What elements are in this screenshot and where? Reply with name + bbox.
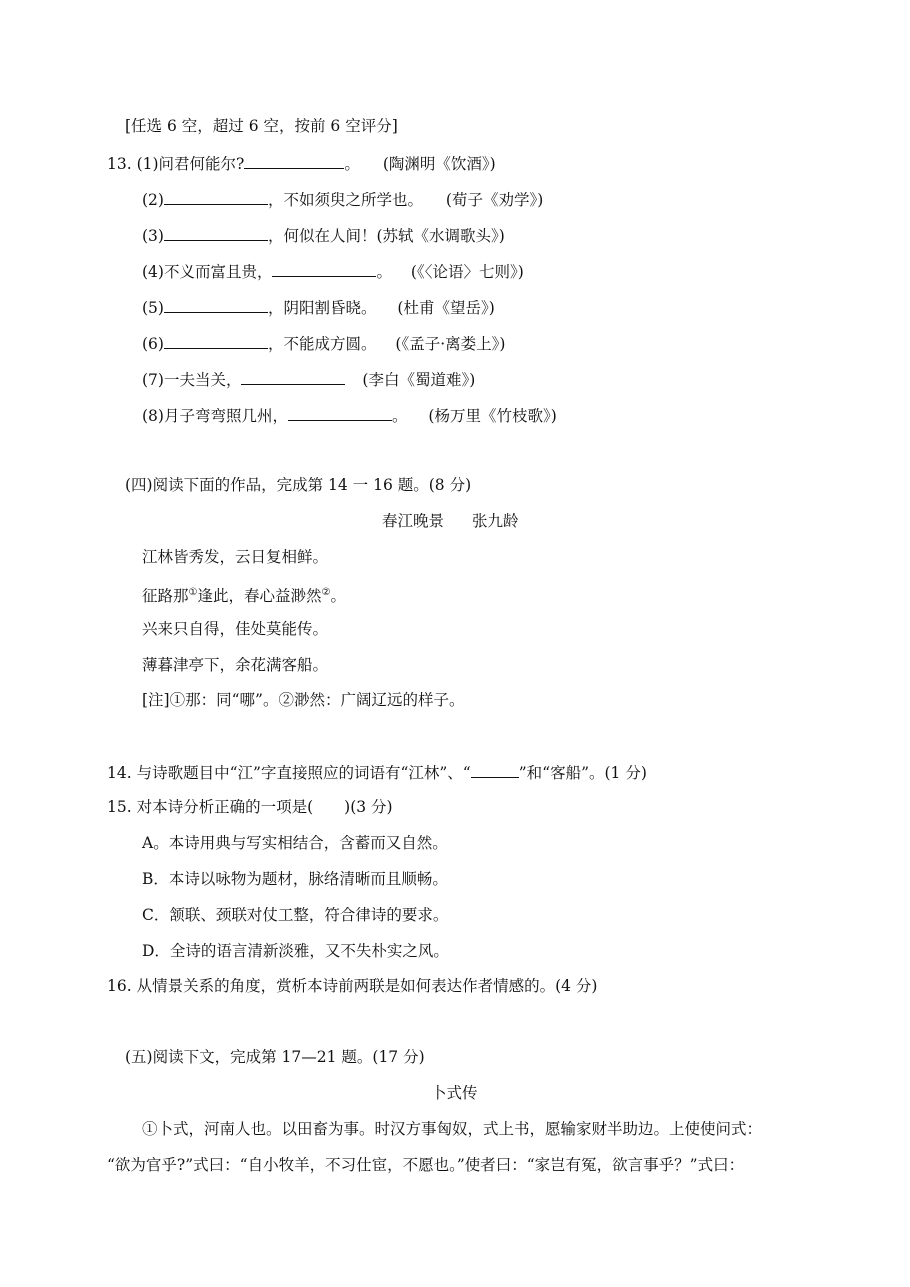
- q13-item-5-pre: (5): [142, 299, 164, 317]
- q13-item-7-pre: (7)一夫当关，: [142, 371, 242, 389]
- q13-blank-5[interactable]: [164, 296, 268, 313]
- q13-blank-1[interactable]: [244, 152, 344, 169]
- q13-item-1-source: (陶渊明《饮酒》): [382, 155, 496, 173]
- q13-item-1-post: 。: [344, 155, 360, 173]
- q13-item-3-pre: (3): [142, 227, 164, 245]
- q13-item-2-source: (荀子《劝学》): [445, 191, 544, 209]
- q16-stem: 从情景关系的角度，赏析本诗前两联是如何表达作者情感的。(4 分): [136, 977, 598, 995]
- q13-item-6-pre: (6): [142, 335, 164, 353]
- poem-line-1: 江林皆秀发，云日复相鲜。: [142, 548, 329, 566]
- q14-line: [107, 761, 647, 783]
- passage-paragraph-2: “欲为官乎?”式曰：“自小牧羊，不习仕宦，不愿也。”使者曰：“家岂有冤，欲言事乎？”式曰：: [107, 1156, 745, 1174]
- q13-item-4-pre: (4)不义而富且贵，: [142, 263, 273, 281]
- poem-line-2-start: 征路那: [142, 587, 189, 606]
- q13-item-4-source: (《〈论语〉七则》): [410, 263, 524, 281]
- poem-line-2: [142, 583, 346, 606]
- q13-blank-8[interactable]: [288, 404, 392, 421]
- q13-line-5: [142, 296, 495, 318]
- poem-line-2-mid: 逢此，春心益渺然: [197, 587, 322, 606]
- q13-line-4: [142, 260, 524, 282]
- q13-item-7-source: (李白《蜀道难》): [362, 371, 476, 389]
- poem-line-2-end: 。: [330, 587, 346, 606]
- q13-blank-4[interactable]: [272, 260, 376, 277]
- q15-option-b[interactable]: B．本诗以咏物为题材，脉络清晰而且顺畅。: [142, 870, 448, 888]
- q13-line-3: [142, 224, 505, 246]
- q13-item-5-post: ，阴阳割昏晓。: [267, 299, 377, 317]
- q15-number: 15.: [107, 798, 132, 816]
- q15-option-a[interactable]: A。本诗用典与写实相结合，含蓄而又自然。: [142, 834, 448, 852]
- q13-blank-7[interactable]: [241, 368, 345, 385]
- q13-item-4-post: 。: [376, 263, 392, 281]
- q14-number: 14.: [107, 764, 132, 782]
- q15-stem: 对本诗分析正确的一项是( )(3 分): [136, 798, 393, 816]
- q13-line-6: [142, 332, 505, 354]
- q13-item-6-source: (《孟子·离娄上》): [395, 335, 506, 353]
- passage-title: 卜式传: [431, 1084, 478, 1102]
- q13-line-2: [142, 188, 543, 210]
- q13-item-8-source: (杨万里《竹枝歌》): [428, 407, 557, 425]
- q13-blank-2[interactable]: [164, 188, 268, 205]
- q16-line: [107, 976, 597, 996]
- section4-heading: (四)阅读下面的作品，完成第 14 一 16 题。(8 分): [125, 476, 472, 494]
- q13-item-5-source: (杜甫《望岳》): [397, 299, 495, 317]
- q16-number: 16.: [107, 977, 132, 995]
- q13-item-3-source: (苏轼《水调歌头》): [376, 227, 505, 245]
- q13-item-8-post: 。: [391, 407, 408, 425]
- q13-line-7: [142, 368, 475, 390]
- poem-title-line: [382, 511, 519, 531]
- q14-stem-post: ”和“客船”。(1 分): [518, 764, 647, 782]
- poem-line-4: 薄暮津亭下，余花满客船。: [142, 656, 329, 674]
- q13-item-3-post: ，何似在人间！: [267, 227, 377, 245]
- q13-item-6-post: ，不能成方圆。: [267, 335, 377, 353]
- footnote-mark-2: ②: [321, 587, 331, 598]
- q13-blank-3[interactable]: [164, 224, 268, 241]
- poem-line-3: 兴来只自得，佳处莫能传。: [142, 620, 329, 638]
- poem-author: 张九龄: [472, 512, 519, 530]
- q13-line-1: [107, 152, 496, 174]
- q13-number: 13.: [107, 155, 132, 173]
- q13-item-2-post: ，不如须臾之所学也。: [267, 191, 423, 209]
- section5-heading: (五)阅读下文，完成第 17—21 题。(17 分): [125, 1048, 425, 1066]
- q15-option-c[interactable]: C．颔联、颈联对仗工整，符合律诗的要求。: [142, 906, 449, 924]
- q14-blank[interactable]: [471, 761, 519, 778]
- q15-option-d[interactable]: D．全诗的语言清新淡雅，又不失朴实之风。: [142, 942, 449, 960]
- scoring-note: [任选 6 空，超过 6 空，按前 6 空评分]: [125, 117, 398, 135]
- q14-stem-pre: 与诗歌题目中“江”字直接照应的词语有“江林”、“: [136, 764, 471, 782]
- passage-paragraph-1: ①卜式，河南人也。以田畜为事。时汉方事匈奴，式上书，愿输家财半助边。上使使问式：: [142, 1120, 763, 1138]
- q13-item-2-pre: (2): [142, 191, 164, 209]
- poem-note: [注]①那：同“哪”。②渺然：广阔辽远的样子。: [142, 691, 465, 709]
- footnote-mark-1: ①: [188, 587, 198, 598]
- q13-line-8: [142, 404, 557, 426]
- q13-item-1-pre: (1)问君何能尔?: [136, 155, 245, 173]
- poem-title: 春江晚景: [382, 512, 445, 530]
- q13-item-8-pre: (8)月子弯弯照几州，: [142, 407, 288, 425]
- q13-blank-6[interactable]: [164, 332, 268, 349]
- q15-line: [107, 797, 393, 817]
